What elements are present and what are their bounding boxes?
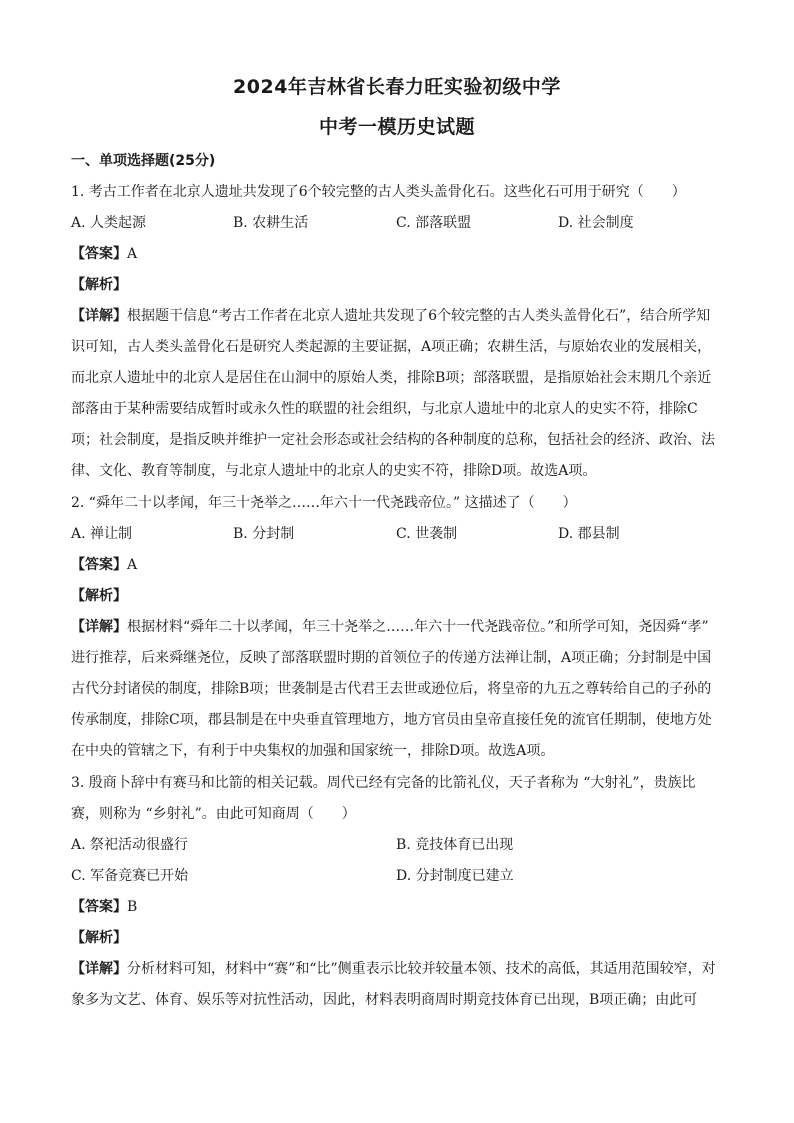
- detail-line: 而北京人遗址中的北京人是居住在山洞中的原始人类，排除B项；部落联盟，是指原始社会末期几个亲近: [71, 370, 712, 386]
- detail-line: 【详解】根据题干信息“考古工作者在北京人遗址共发现了6个较完整的古人类头盖骨化石”，结合所学知: [71, 308, 711, 324]
- q2-option-c: C. 世袭制: [396, 526, 458, 542]
- detail-label: 【详解】: [71, 619, 127, 635]
- detail-line: 部落由于某种需要结成暂时或永久性的联盟的社会组织，与北京人遗址中的北京人的史实不符，排除C: [71, 401, 698, 417]
- q3-option-b: B. 竞技体育已出现: [396, 837, 514, 853]
- answer-label: 【答案】: [71, 899, 127, 915]
- q3-option-d: D. 分封制度已建立: [396, 868, 514, 884]
- q3-analysis-label: 【解析】: [71, 930, 127, 946]
- answer-value: B: [127, 899, 138, 915]
- q3-option-c: C. 军备竞赛已开始: [71, 868, 189, 884]
- question-3-stem-line-2: 赛，则称为 “乡射礼”。由此可知商周（ ）: [71, 806, 356, 822]
- q3-answer: [71, 892, 727, 923]
- q1-analysis-label: 【解析】: [71, 277, 127, 293]
- q2-option-d: D. 郡县制: [558, 526, 620, 542]
- q2-option-a: A. 禅让制: [71, 526, 133, 542]
- detail-line: 象多为文艺、体育、娱乐等对抗性活动，因此，材料表明商周时期竞技体育已出现，B项正确；由此可: [71, 992, 698, 1008]
- detail-line: 【详解】分析材料可知，材料中“赛”和“比”侧重表示比较并较量本领、技术的高低，其适用范围较窄，对: [71, 961, 716, 977]
- detail-line: 项；社会制度，是指反映并维护一定社会形态或社会结构的各种制度的总称，包括社会的经济、政治、法: [71, 432, 715, 448]
- q1-detail: [71, 301, 723, 487]
- detail-line: 进行推荐，后来舜继尧位，反映了部落联盟时期的首领位子的传递方法禅让制，A项正确；分封制是中国: [71, 650, 712, 666]
- question-1-stem: 1. 考古工作者在北京人遗址共发现了6个较完整的古人类头盖骨化石。这些化石可用于研究（ ）: [71, 184, 686, 200]
- question-3-stem-line-1: 3. 殷商卜辞中有赛马和比箭的相关记载。周代已经有完备的比箭礼仪，天子者称为 “大射礼”，贵族比: [71, 775, 696, 791]
- q3-option-a: A. 祭祀活动很盛行: [71, 837, 189, 853]
- q2-answer: [71, 550, 727, 581]
- q3-detail: [71, 954, 723, 1016]
- answer-label: 【答案】: [71, 246, 127, 262]
- answer-label: 【答案】: [71, 557, 127, 573]
- detail-line: 传承制度，排除C项，郡县制是在中央垂直管理地方，地方官员由皇帝直接任免的流官任期制，使地方处: [71, 712, 712, 728]
- q1-option-a: A. 人类起源: [71, 215, 147, 231]
- detail-label: 【详解】: [71, 961, 127, 977]
- q2-analysis-label: 【解析】: [71, 588, 127, 604]
- detail-line: 【详解】根据材料“舜年二十以孝闻，年三十尧举之……年六十一代尧践帝位。”和所学可知，尧因舜“孝”: [71, 619, 709, 635]
- q1-answer: [71, 239, 727, 270]
- answer-value: A: [127, 557, 138, 573]
- detail-line: 古代分封诸侯的制度，排除B项；世袭制是古代君王去世或逊位后，将皇帝的九五之尊转给自己的子孙的: [71, 681, 712, 697]
- section-heading: 一、单项选择题(25分): [71, 153, 216, 169]
- detail-line: 识可知，古人类头盖骨化石是研究人类起源的主要证据，A项正确；农耕生活，与原始农业的发展相关，: [71, 339, 712, 355]
- document-subtitle: 中考一模历史试题: [318, 116, 475, 138]
- q1-option-c: C. 部落联盟: [396, 215, 472, 231]
- detail-line: 律、文化、教育等制度，与北京人遗址中的北京人的史实不符，排除D项。故选A项。: [71, 463, 597, 479]
- question-2-stem: 2. “舜年二十以孝闻，年三十尧举之……年六十一代尧践帝位。” 这描述了（ ）: [71, 495, 577, 511]
- document-title: 2024年吉林省长春力旺实验初级中学: [233, 76, 561, 98]
- detail-label: 【详解】: [71, 308, 127, 324]
- answer-value: A: [127, 246, 138, 262]
- q2-detail: [71, 612, 723, 767]
- q1-option-d: D. 社会制度: [558, 215, 634, 231]
- detail-line: 在中央的管辖之下，有利于中央集权的加强和国家统一，排除D项。故选A项。: [71, 743, 555, 759]
- q2-option-b: B. 分封制: [233, 526, 295, 542]
- q1-option-b: B. 农耕生活: [233, 215, 309, 231]
